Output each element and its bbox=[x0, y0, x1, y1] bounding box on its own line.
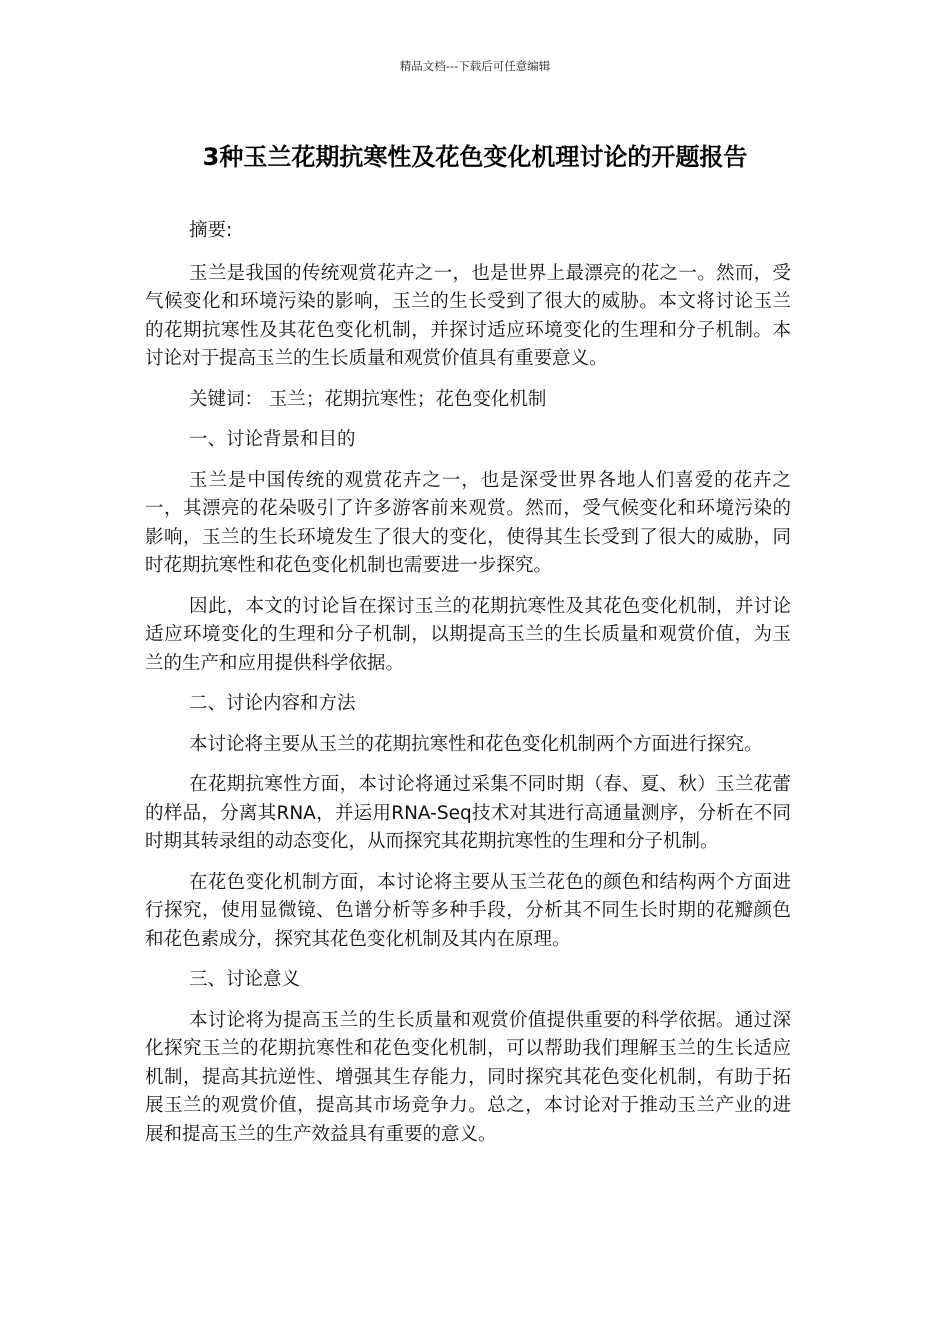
page-header: 精品文档---下载后可任意编辑 bbox=[399, 59, 551, 73]
section-heading-background: 一、讨论背景和目的 bbox=[189, 429, 356, 450]
background-paragraph-1: 玉兰是中国传统的观赏花卉之一，也是深受世界各地人们喜爱的花卉之一，其漂亮的花朵吸引了许多游客前来观赏。然而，受气候变化和环境污染的影响，玉兰的生长环境发生了很大的变化，使得其生长受到了很大的威胁，同时花期抗寒性和花色变化机制也需要进一步探究。 bbox=[145, 469, 791, 576]
abstract-label: 摘要: bbox=[189, 220, 233, 241]
section-heading-significance: 三、讨论意义 bbox=[189, 969, 301, 990]
keywords-line: 关键词： 玉兰；花期抗寒性；花色变化机制 bbox=[189, 388, 547, 410]
document-title: 3种玉兰花期抗寒性及花色变化机理讨论的开题报告 bbox=[202, 143, 748, 171]
methods-paragraph-1: 本讨论将主要从玉兰的花期抗寒性和花色变化机制两个方面进行探究。 bbox=[189, 733, 763, 755]
significance-paragraph: 本讨论将为提高玉兰的生长质量和观赏价值提供重要的科学依据。通过深化探究玉兰的花期抗寒性和花色变化机制，可以帮助我们理解玉兰的生长适应机制，提高其抗逆性、增强其生存能力，同时探究其花色变化机制，有助于拓展玉兰的观赏价值，提高其市场竞争力。总之，本讨论对于推动玉兰产业的进展和提高玉兰的生产效益具有重要的意义。 bbox=[145, 1009, 791, 1145]
background-paragraph-2: 因此，本文的讨论旨在探讨玉兰的花期抗寒性及其花色变化机制，并讨论适应环境变化的生理和分子机制，以期提高玉兰的生长质量和观赏价值，为玉兰的生产和应用提供科学依据。 bbox=[145, 595, 791, 674]
methods-paragraph-2: 在花期抗寒性方面，本讨论将通过采集不同时期（春、夏、秋）玉兰花蕾的样品，分离其RNA，并运用RNA-Seq技术对其进行高通量测序，分析在不同时期其转录组的动态变化，从而探究其花期抗寒性的生理和分子机制。 bbox=[145, 774, 791, 852]
methods-paragraph-3: 在花色变化机制方面，本讨论将主要从玉兰花色的颜色和结构两个方面进行探究，使用显微镜、色谱分析等多种手段，分析其不同生长时期的花瓣颜色和花色素成分，探究其花色变化机制及其内在原理。 bbox=[145, 871, 791, 950]
abstract-paragraph: 玉兰是我国的传统观赏花卉之一，也是世界上最漂亮的花之一。然而，受气候变化和环境污染的影响，玉兰的生长受到了很大的威胁。本文将讨论玉兰的花期抗寒性及其花色变化机制，并探讨适应环境变化的生理和分子机制。本讨论对于提高玉兰的生长质量和观赏价值具有重要意义。 bbox=[145, 262, 791, 369]
document-body bbox=[145, 217, 791, 1161]
section-heading-methods: 二、讨论内容和方法 bbox=[189, 693, 356, 714]
